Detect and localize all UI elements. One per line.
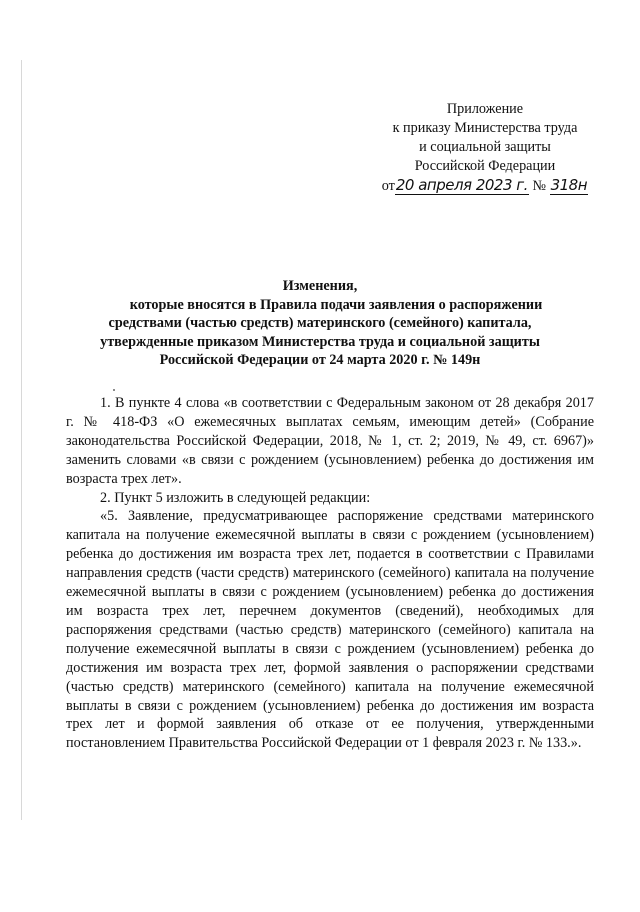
- scan-speck: [113, 389, 115, 391]
- title-line-3: утвержденные приказом Министерства труда и социальной защиты: [100, 333, 540, 350]
- paragraph-3: «5. Заявление, предусматривающее распоряжение средствами материнского капитала на получение ежемесячной выплаты в связи с рождением (усыновлением) ребенка до достижения им возраста трех лет, подается в соответствии с Правилами направления средств (части средств) материнского (семейного) капитала на получение ежемесячной выплаты в связи с рождением (усыновлением) ребенка до достижения им возраста трех лет, перечнем документов (сведений), необходимых для распоряжения средствами (частью средств) материнского (семейного) капитала на получение ежемесячной выплаты в связи с рождением (усыновлением) ребенка до достижения им возраста трех лет, формой заявления о распоряжении средствами (частью средств) материнского (семейного) капитала на получение ежемесячной выплаты в связи с рождением (усыновлением) ребенка до достижения им возраста трех лет и формой заявления об отказе от ее получения, утвержденными постановлением Правительства Российской Федерации от 1 февраля 2023 г. № 133.».: [66, 508, 594, 752]
- title-line-2: средствами (частью средств) материнского (семейного) капитала,: [108, 315, 532, 332]
- document-title: [70, 277, 570, 370]
- number-prefix: №: [532, 178, 547, 194]
- handwritten-date: 20 апреля 2023 г.: [395, 176, 528, 194]
- title-line-1: которые вносятся в Правила подачи заявления о распоряжении: [129, 296, 543, 313]
- title-heading: Изменения,: [282, 278, 358, 294]
- date-prefix: от: [381, 178, 395, 194]
- handwritten-number: 318н: [550, 176, 587, 194]
- paragraph-1: 1. В пункте 4 слова «в соответствии с Федеральным законом от 28 декабря 2017 г. № 418-ФЗ «О ежемесячных выплатах семьям, имеющим детей» (Собрание законодательства Российской Федерации, 2018, № 1, ст. 2; 2019, № 49, ст. 6967)» заменить словами «в связи с рождением (усыновлением) ребенка до достижения им возраста трех лет».: [66, 395, 594, 487]
- paragraph-2: 2. Пункт 5 изложить в следующей редакции:: [100, 489, 371, 506]
- appendix-line-1: Приложение: [446, 101, 524, 117]
- title-line-4: Российской Федерации от 24 марта 2020 г. № 149н: [159, 352, 481, 369]
- appendix-line-4: Российской Федерации: [414, 158, 556, 174]
- appendix-line-2: к приказу Министерства труда: [392, 120, 578, 136]
- appendix-header: [380, 100, 590, 196]
- appendix-line-3: и социальной защиты: [419, 139, 551, 155]
- order-date-line: [380, 176, 590, 196]
- scan-margin-line: [21, 60, 22, 820]
- document-body: [66, 394, 594, 753]
